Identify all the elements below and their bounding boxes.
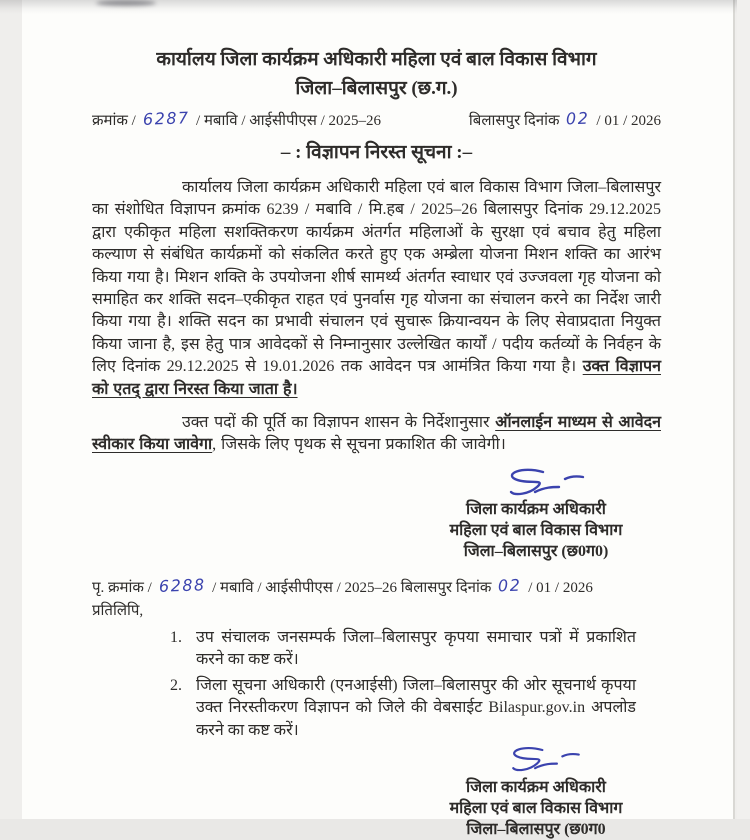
place-date-label: बिलासपुर दिनांक <box>468 113 560 129</box>
body-paragraph-1 <box>92 177 661 401</box>
body-paragraph-2 <box>92 412 661 457</box>
handwritten-endorsement-number: 6288 <box>158 575 206 596</box>
endorsement-date-rest: / 01 / 2026 <box>528 579 593 596</box>
copy-to-item-2: जिला सूचना अधिकारी (एनआईसी) जिला–बिलासपुर की ओर सूचनार्थ कृपया उक्त निरस्तीकरण विज्ञापन को जिले की वेबसाईट Bilaspur.gov.in अपलोड करने का कष्ट करें। <box>196 676 636 739</box>
handwritten-endorsement-date-day: 02 <box>497 575 522 596</box>
signature-icon <box>411 745 661 777</box>
letterhead <box>92 46 661 102</box>
signature-block-2 <box>411 745 661 840</box>
reference-prefix: क्रमांक / <box>92 113 136 129</box>
copy-to-label: प्रतिलिपि, <box>92 602 144 619</box>
notice-title: – : विज्ञापन निरस्त सूचना :– <box>280 142 473 163</box>
copy-to-list <box>92 627 636 743</box>
office-name: कार्यालय जिला कार्यक्रम अधिकारी महिला एवं बाल विकास विभाग <box>156 49 597 70</box>
endorsement-ref-prefix: पृ. क्रमांक / <box>92 579 152 596</box>
reference-line <box>92 109 661 132</box>
date-rest: / 01 / 2026 <box>596 113 661 129</box>
endorsement-ref-suffix: / मबावि / आईसीपीएस / 2025–26 बिलासपुर दिनांक <box>212 579 492 596</box>
paragraph-1-text: कार्यालय जिला कार्यक्रम अधिकारी महिला एवं बाल विकास विभाग जिला–बिलासपुर का संशोधित विज्ञापन क्रमांक 6239 / मबावि / मि.हब / 2025–26 बिलासपुर दिनांक 29.12.2025 द्वारा एकीकृत महिला सशक्तिकरण कार्यक्रम अंतर्गत महिलाओं के सुरक्षा एवं बचाव हेतु महिला कल्याण से संबंधित कार्यक्रमों को संकलित करते हुए एक अम्ब्रेला योजना मिशन शक्ति का आरंभ किया गया है। मिशन शक्ति के उपयोजना शीर्ष सामर्थ्य अंतर्गत स्वाधार एवं उज्जवला गृह योजना को समाहित कर शक्ति सदन–एकीकृत राहत एवं पुनर्वास गृह योजना का संचालन करने का निर्देश जारी किया गया है। शक्ति सदन का प्रभावी संचालन एवं सुचारू क्रियान्वयन के लिए सेवाप्रदाता नियुक्त किया जाना है, इस हेतु पात्र आवेदकों से निम्नानुसार उल्लेखित कार्यों / पदीय कर्तव्यों के निर्वहन के लिए दिनांक 29.12.2025 से 19.01.2026 तक आवेदन पत्र आमंत्रित किया गया है। <box>92 179 661 376</box>
handwritten-date-day: 02 <box>565 108 590 129</box>
district-line: जिला–बिलासपुर (छ.ग.) <box>295 78 458 99</box>
scan-right-edge <box>737 0 750 819</box>
place-and-date <box>469 109 661 132</box>
reference-suffix: / मबावि / आईसीपीएस / 2025–26 <box>196 113 382 129</box>
copy-to-item-1: उप संचालक जनसम्पर्क जिला–बिलासपुर कृपया समाचार पत्रों में प्रकाशित करने का कष्ट करें। <box>196 628 636 669</box>
signatory-title: जिला कार्यक्रम अधिकारी <box>466 500 606 518</box>
paragraph-2-text: उक्त पदों की पूर्ति का विज्ञापन शासन के निर्देशानुसार <box>182 414 496 432</box>
handwritten-ref-number: 6287 <box>142 108 190 129</box>
paragraph-2-tail: , जिसके लिए पृथक से सूचना प्रकाशित की जावेगी। <box>212 436 506 454</box>
signatory-title: जिला कार्यक्रम अधिकारी <box>466 779 606 797</box>
signature-block-1 <box>411 467 661 562</box>
signatory-district: जिला–बिलासपुर (छ0ग0 <box>466 821 606 839</box>
cancellation-statement: उक्त विज्ञापन को एतद् द्वारा निरस्त किया जाता है। <box>92 358 661 398</box>
reference-number <box>92 109 381 132</box>
endorsement-reference-line <box>92 576 661 599</box>
signatory-department: महिला एवं बाल विकास विभाग <box>449 521 623 539</box>
document-page <box>22 0 735 839</box>
online-mode-statement: ऑनलाईन माध्यम से आवेदन स्वीकार किया जावेगा <box>92 414 661 454</box>
signature-icon <box>411 467 661 499</box>
signatory-district: जिला–बिलासपुर (छ0ग0) <box>463 542 609 560</box>
signatory-department: महिला एवं बाल विकास विभाग <box>449 800 623 818</box>
